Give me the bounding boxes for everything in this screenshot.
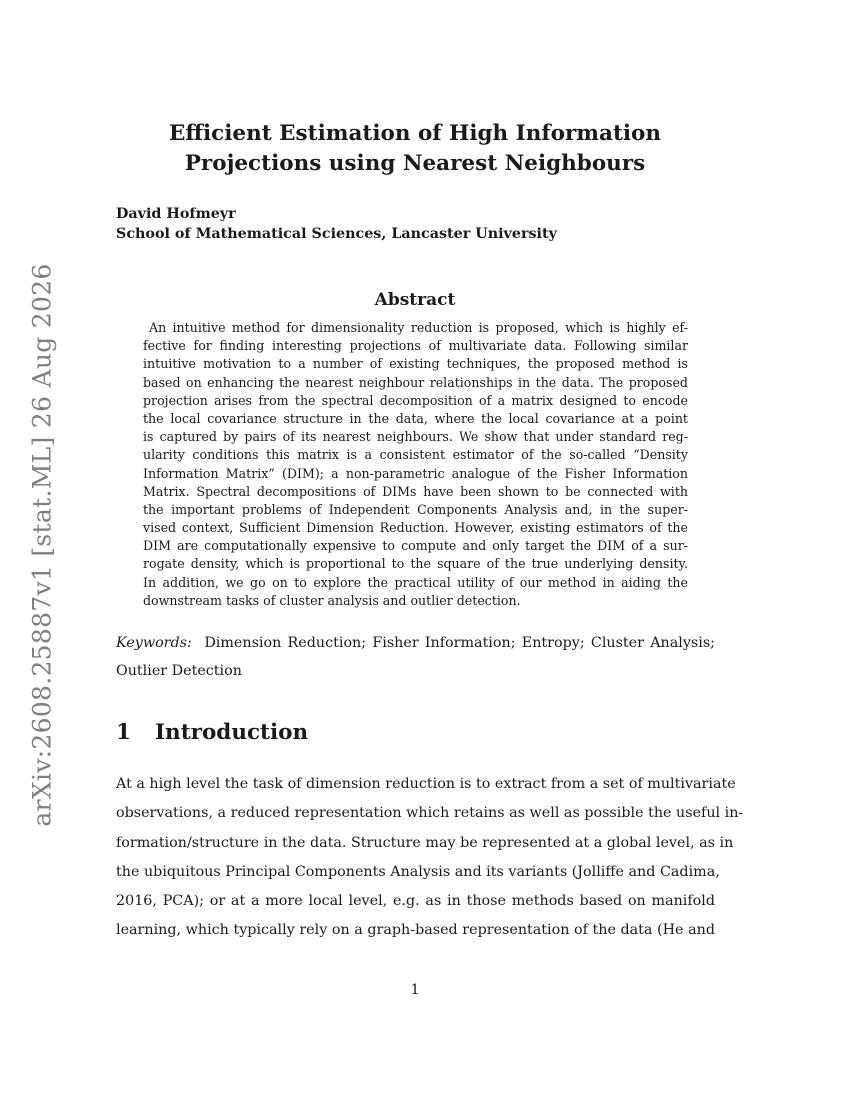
- author-name: David Hofmeyr: [116, 206, 236, 222]
- abstract-line: Information Matrix” (DIM); a non-parametric analogue of the Fisher Information: [143, 465, 688, 481]
- abstract-line: fective for finding interesting projections of multivariate data. Following similar: [143, 338, 688, 354]
- abstract-line: ularity conditions this matrix is a consistent estimator of the so-called “Density: [143, 447, 688, 463]
- title-line: Projections using Nearest Neighbours: [184, 151, 646, 176]
- abstract-line: vised context, Sufficient Dimension Reduction. However, existing estimators of the: [143, 520, 688, 536]
- abstract-line: intuitive motivation to a number of existing techniques, the proposed method is: [143, 356, 688, 372]
- abstract-line: rogate density, which is proportional to the square of the true underlying density.: [143, 556, 688, 572]
- abstract-line: the local covariance structure in the data, where the local covariance at a point: [143, 410, 688, 426]
- abstract-line: downstream tasks of cluster analysis and outlier detection.: [143, 592, 521, 608]
- keywords: [116, 629, 715, 686]
- intro-line: the ubiquitous Principal Components Analysis and its variants (Jolliffe and Cadima,: [116, 863, 720, 880]
- page-number: 1: [410, 982, 420, 998]
- abstract-line: projection arises from the spectral decomposition of a matrix designed to encode: [143, 392, 688, 408]
- abstract-line: based on enhancing the nearest neighbour relationships in the data. The proposed: [143, 374, 688, 390]
- abstract-line: Matrix. Spectral decompositions of DIMs have been shown to be connected with: [143, 483, 688, 499]
- abstract-line: is captured by pairs of its nearest neighbours. We show that under standard reg-: [143, 429, 688, 445]
- abstract-line: In addition, we go on to explore the practical utility of our method in aiding the: [143, 574, 688, 590]
- intro-line: At a high level the task of dimension reduction is to extract from a set of multivariate: [116, 776, 736, 792]
- keywords-line: [116, 629, 715, 657]
- author-block: [116, 204, 557, 244]
- intro-body: [116, 770, 744, 946]
- title-line: Efficient Estimation of High Information: [168, 121, 662, 146]
- section-heading: [116, 720, 308, 745]
- section-number: 1: [116, 720, 131, 745]
- arxiv-stamp: arXiv:2608.25887v1 [stat.ML] 26 Aug 2026: [27, 263, 57, 827]
- intro-line: learning, which typically rely on a graph-based representation of the data (He and: [116, 922, 715, 939]
- keywords-line: Outlier Detection: [116, 663, 242, 680]
- abstract-line: DIM are computationally expensive to compute and only target the DIM of a sur-: [143, 538, 688, 554]
- paper-title: [115, 119, 715, 179]
- author-affiliation: School of Mathematical Sciences, Lancaster University: [116, 226, 557, 242]
- abstract-body: [143, 319, 688, 610]
- intro-line: observations, a reduced representation which retains as well as possible the useful in-: [116, 805, 744, 822]
- section-title: Introduction: [155, 720, 309, 745]
- intro-line: 2016, PCA); or at a more local level, e.g. as in those methods based on manifold: [116, 893, 715, 910]
- intro-line: formation/structure in the data. Structure may be represented at a global level, as in: [116, 834, 734, 851]
- keywords-list: Dimension Reduction; Fisher Information; Entropy; Cluster Analysis;: [204, 635, 715, 651]
- keywords-label: Keywords:: [116, 635, 192, 651]
- abstract-line: the important problems of Independent Components Analysis and, in the super-: [143, 501, 688, 517]
- abstract-heading: Abstract: [374, 290, 456, 310]
- abstract-line: An intuitive method for dimensionality reduction is proposed, which is highly ef-: [149, 320, 688, 335]
